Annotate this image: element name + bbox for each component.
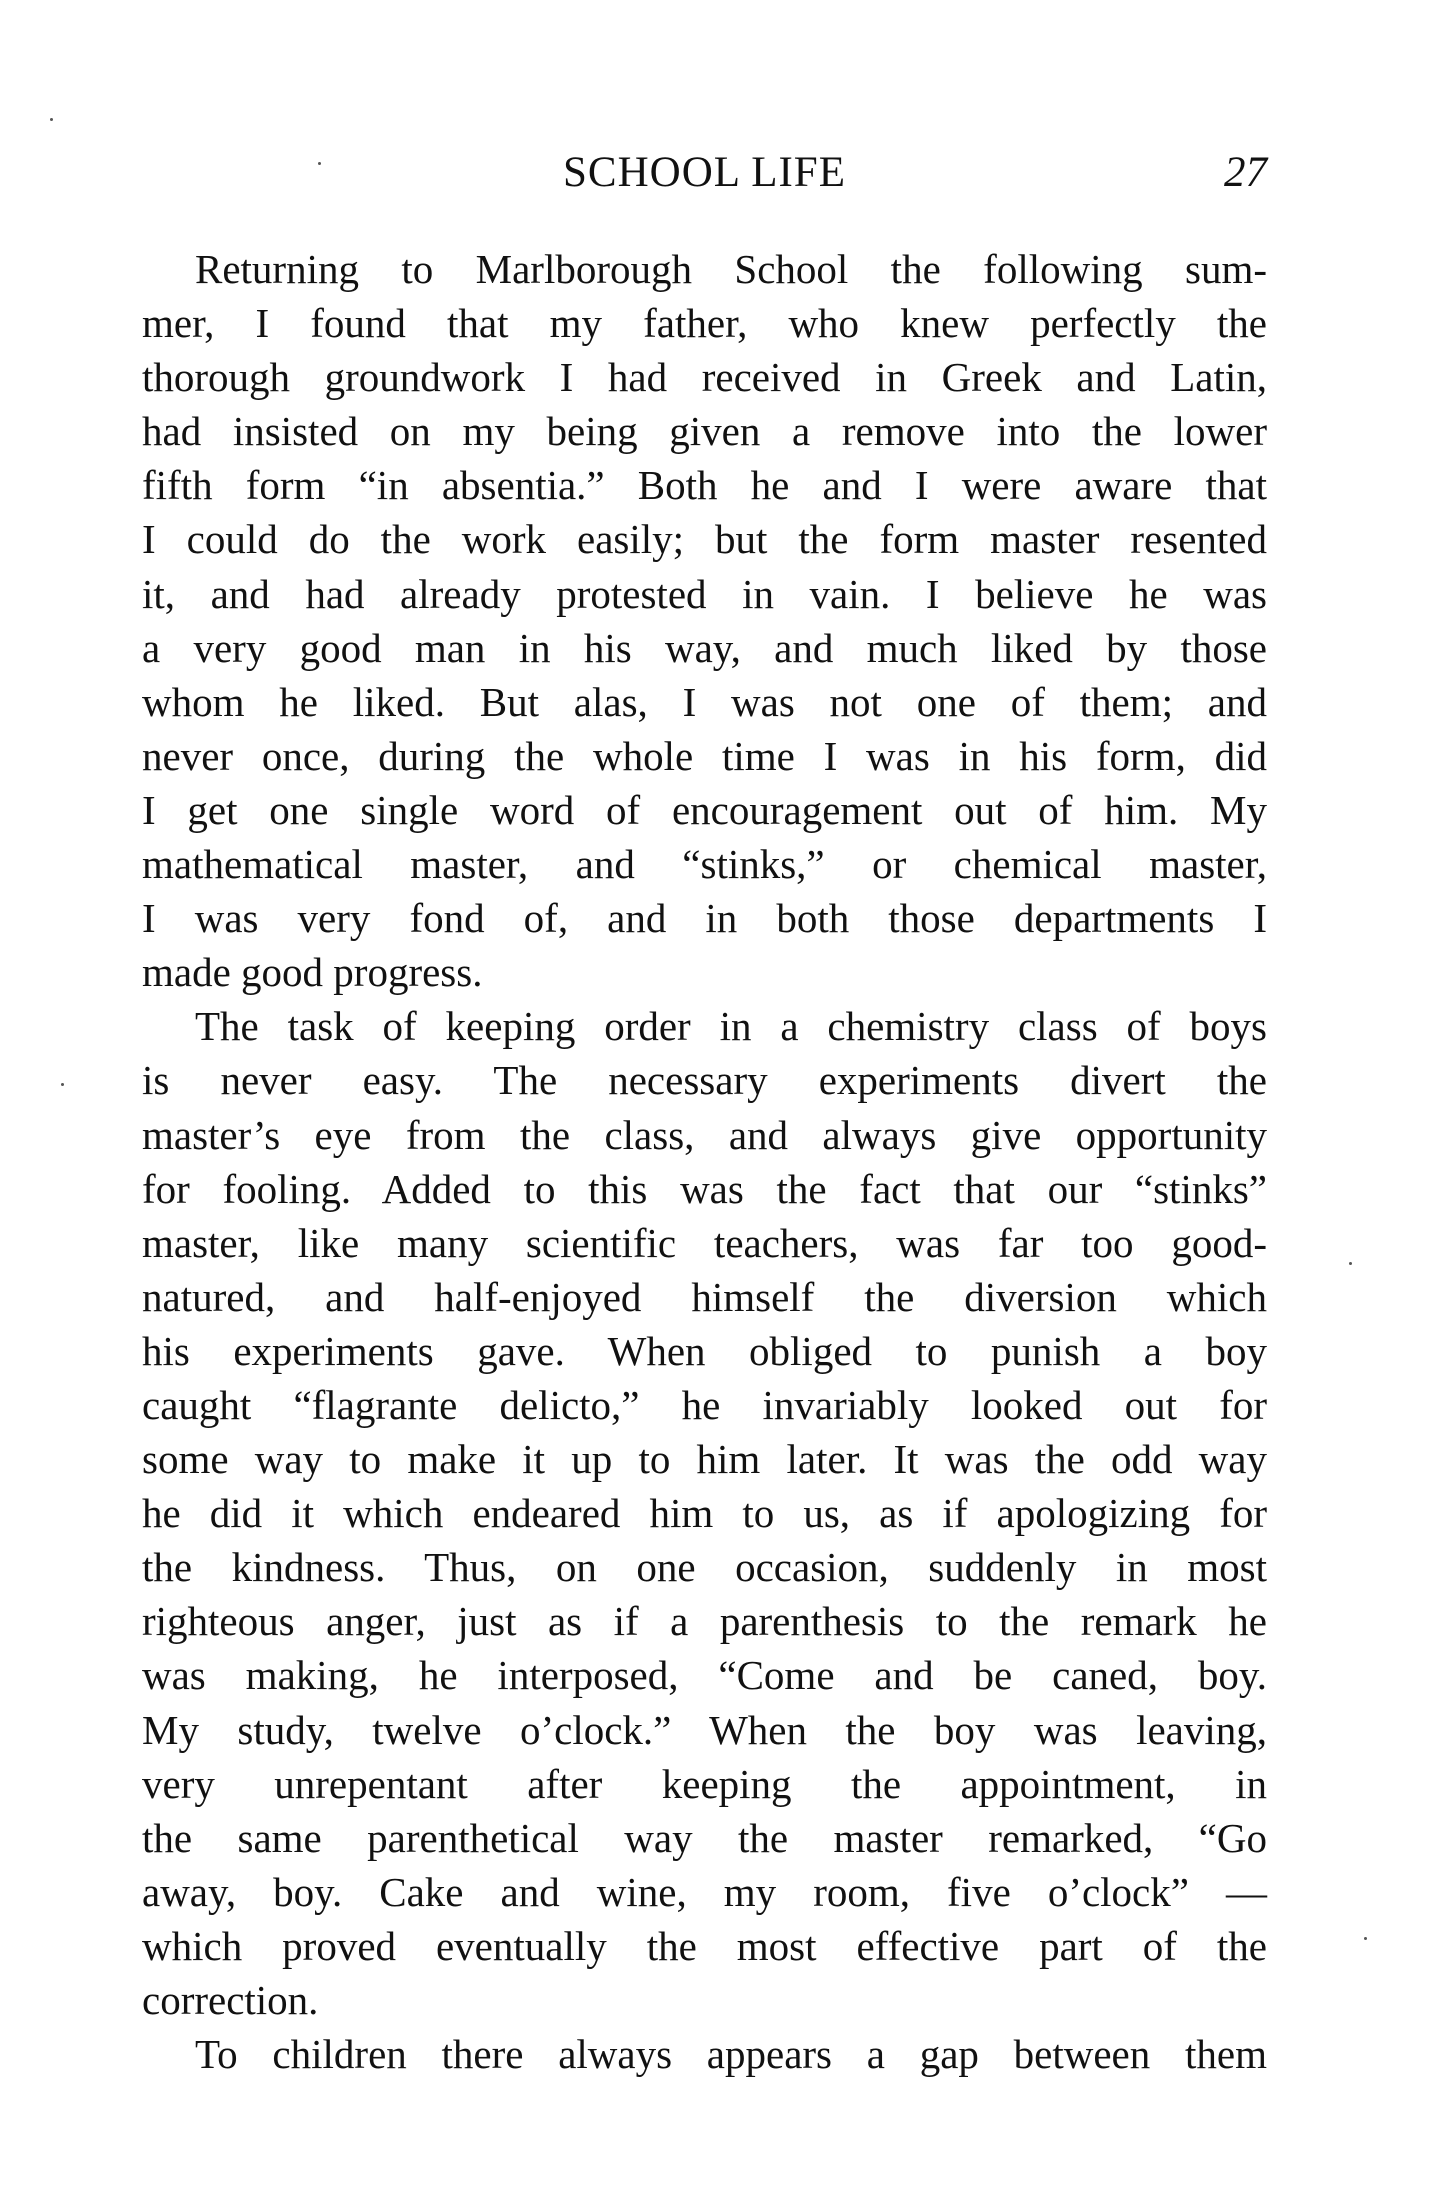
text-line: natured, and half-enjoyed himself the diversion which — [142, 1273, 1267, 1320]
scan-speck — [1349, 1262, 1352, 1265]
scan-speck — [318, 162, 321, 165]
text-line: I get one single word of encouragement out of him. My — [142, 786, 1267, 833]
text-line: fifth form “in absentia.” Both he and I were aware that — [142, 462, 1267, 509]
text-line: never once, during the whole time I was in his form, did — [142, 732, 1267, 779]
text-line: his experiments gave. When obliged to punish a boy — [142, 1327, 1267, 1374]
text-line: My study, twelve o’clock.” When the boy was leaving, — [142, 1706, 1267, 1753]
text-line: mathematical master, and “stinks,” or chemical master, — [142, 841, 1267, 888]
text-line: master’s eye from the class, and always give opportunity — [142, 1111, 1267, 1158]
text-line: caught “flagrante delicto,” he invariably looked out for — [142, 1381, 1267, 1428]
text-line: some way to make it up to him later. It was the odd way — [142, 1436, 1267, 1483]
text-line: mer, I found that my father, who knew perfectly the — [142, 300, 1267, 347]
text-line: for fooling. Added to this was the fact that our “stinks” — [142, 1165, 1267, 1212]
running-head — [142, 148, 1267, 208]
text-line: master, like many scientific teachers, was far too good- — [142, 1219, 1267, 1266]
text-line: I could do the work easily; but the form master resented — [142, 516, 1267, 563]
text-line: the same parenthetical way the master remarked, “Go — [142, 1814, 1267, 1861]
text-line: made good progress. — [142, 949, 483, 996]
chapter-title: SCHOOL LIFE — [563, 149, 846, 196]
text-line: the kindness. Thus, on one occasion, suddenly in most — [142, 1544, 1267, 1591]
text-line: had insisted on my being given a remove into the lower — [142, 408, 1267, 455]
text-line: righteous anger, just as if a parenthesis to the remark he — [142, 1598, 1267, 1645]
text-line: Returning to Marlborough School the following sum- — [195, 246, 1267, 292]
text-line: thorough groundwork I had received in Greek and Latin, — [142, 354, 1267, 401]
text-line: To children there always appears a gap between them — [195, 2031, 1267, 2078]
scan-speck — [50, 118, 53, 121]
text-line: is never easy. The necessary experiments divert the — [142, 1057, 1267, 1104]
scan-speck — [61, 1083, 64, 1086]
text-line: it, and had already protested in vain. I believe he was — [142, 570, 1267, 617]
text-line: I was very fond of, and in both those departments I — [142, 895, 1267, 942]
text-line: was making, he interposed, “Come and be caned, boy. — [142, 1652, 1267, 1699]
text-line: he did it which endeared him to us, as if apologizing for — [142, 1490, 1267, 1537]
scan-speck — [1364, 1937, 1367, 1940]
text-line: correction. — [142, 1977, 319, 2023]
text-line: a very good man in his way, and much liked by those — [142, 624, 1267, 671]
body-text — [142, 242, 1267, 2081]
text-line: very unrepentant after keeping the appointment, in — [142, 1760, 1267, 1807]
text-line: whom he liked. But alas, I was not one of them; and — [142, 678, 1267, 725]
page-number: 27 — [1224, 149, 1267, 196]
text-line: away, boy. Cake and wine, my room, five o’clock” — — [142, 1868, 1267, 1915]
text-line: The task of keeping order in a chemistry class of boys — [195, 1003, 1267, 1050]
text-line: which proved eventually the most effective part of the — [142, 1922, 1267, 1969]
